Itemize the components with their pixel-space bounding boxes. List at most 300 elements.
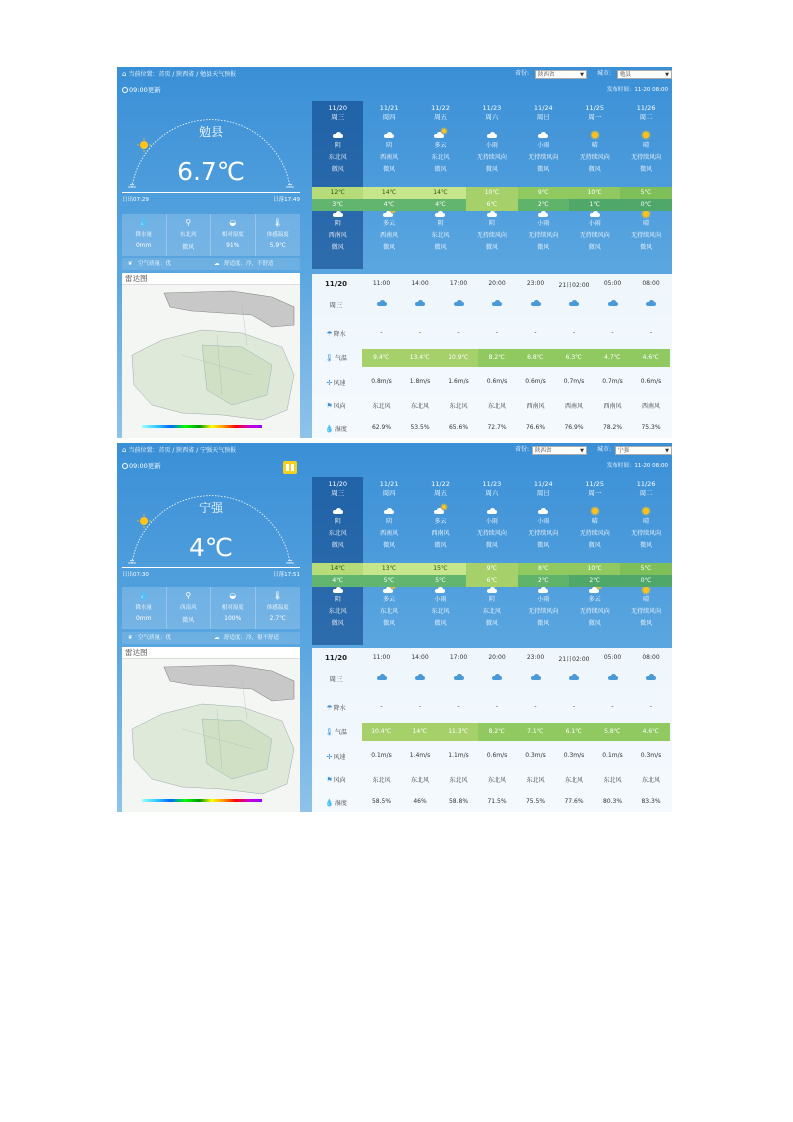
hourly-time: 05:00 [603,654,622,661]
night-wind: 无持续风向 [631,232,662,239]
wind-icon: ✢ [326,753,333,761]
forecast-date: 11/25 [585,480,605,488]
publish-time: 发布时间：11-20 08:00 [606,463,668,469]
hourly-dir: 东北风 [372,403,391,410]
cloud-icon [487,587,497,593]
radar-map[interactable] [122,659,300,812]
hourly-dir: 西南风 [526,403,545,410]
night-wind-force: 微风 [537,620,550,627]
day-wind-force: 微风 [383,542,396,549]
low-temp: 2℃ [518,199,569,211]
forecast-date: 11/26 [636,104,656,112]
hourly-humidity: 62.9% [371,424,392,431]
chevron-down-icon: ▼ [580,72,584,78]
cloud-icon [384,508,394,514]
hourly-date: 11/20 [324,654,348,662]
forecast-day-3[interactable] [466,101,517,269]
wind-vane-icon: ⚑ [326,402,333,410]
card-feels-like: 🌡 体感温度 2.7℃ [256,587,301,629]
home-icon[interactable]: ⌂ [122,70,127,78]
hourly-speed: 0.7m/s [563,378,585,385]
hourly-time: 20:00 [488,654,506,661]
hourly-speed: 1.4m/s [409,752,431,759]
cloud-icon [333,508,343,514]
sun-icon [643,508,649,514]
hourly-rain: - [495,703,499,710]
hourly-temp: 13.4℃ [401,349,440,367]
hourly-humidity: 46% [413,798,427,805]
hourly-rain: - [649,329,653,336]
night-wind-force: 微风 [331,620,344,627]
province-select[interactable]: 陕西省 ▼ [535,70,587,79]
forecast-date: 11/22 [431,104,450,112]
hourly-dir: 东北风 [487,403,506,410]
hourly-dir-row: ⚑风向 东北风 东北风 东北风 东北风 东北风 东北风 东北风 东北风 [312,775,672,787]
air-quality-bar [122,632,300,644]
hourly-dir: 东北风 [449,403,468,410]
hourly-time: 23:00 [526,654,545,661]
hourly-header-row [312,654,672,666]
hourly-speed: 1.8m/s [409,378,431,385]
low-temp: 4℃ [415,199,466,211]
partly-cloudy-icon [434,130,446,138]
forecast-day-1[interactable] [363,101,414,269]
sun-icon [140,141,148,149]
card-humidity: ◒ 相对湿度 91% [211,214,256,256]
thermometer-icon: 🌡 [325,354,334,362]
update-time: 09:00更新 [122,85,161,94]
hourly-temp: 11.3℃ [439,723,478,741]
forecast-week: 周五 [433,113,447,121]
forecast-week: 周五 [433,489,447,497]
day-wind: 无持续风向 [476,530,507,537]
forecast-day-4[interactable] [518,101,569,269]
hourly-rain: - [611,329,614,336]
leaf-icon: ❦ [128,261,133,267]
hourly-dir: 西南风 [564,403,583,410]
day-wind-force: 微风 [640,542,653,549]
hourly-cloud-icon [439,300,478,308]
hourly-cloud-icon [593,300,632,308]
high-temp: 5℃ [620,563,671,575]
forecast-week: 周六 [485,113,499,121]
forecast-day-5[interactable] [569,101,620,269]
top-bar [117,443,672,457]
low-temp-row [312,199,672,211]
current-temperature: 6.7℃ [177,157,245,186]
chevron-down-icon: ▼ [665,72,669,78]
weather-panel-2 [117,443,672,812]
hourly-cloud-icon [362,300,401,308]
night-weather: 阴 [334,220,341,227]
hourly-dir: 东北风 [526,777,545,784]
sun-icon [592,508,598,514]
hourly-temp: 5.8℃ [593,723,632,741]
hourly-rain: - [534,703,537,710]
high-temp: 5℃ [620,187,671,199]
hourly-humidity: 53.5% [410,424,430,431]
hourly-temp: 14℃ [401,723,440,741]
radar-title: 雷达图 [122,647,300,659]
hourly-cloud-icon [439,674,478,682]
night-wind: 东北风 [431,232,450,239]
night-wind-force: 微风 [383,244,396,251]
forecast-date: 11/24 [533,480,553,488]
hourly-dir: 东北风 [372,777,391,784]
cloud-icon [384,132,394,138]
cloud-icon [538,508,548,514]
sunrise-time: 日出07:30 [122,572,149,578]
night-weather: 多云 [383,220,396,227]
hourly-humidity: 78.2% [602,424,623,431]
hourly-speed: 0.6m/s [486,378,508,385]
horizon-line [122,192,300,193]
forecast-date: 11/21 [379,104,399,112]
forecast-day-6[interactable] [620,101,671,269]
hourly-speed: 0.3m/s [640,752,662,759]
update-time: 09:00更新 [122,461,161,470]
hourly-speed: 1.6m/s [448,378,469,385]
hourly-temp-row: 🌡气温 10.4℃ 14℃ 11.3℃ 8.2℃ 7.1℃ 6.1℃ 5.8℃ 4.6℃ [312,723,672,741]
hourly-temp: 10.4℃ [362,723,401,741]
hourly-dir: 东北风 [603,777,622,784]
city-name: 勉县 [198,125,223,139]
forecast-day-0[interactable] [312,477,363,645]
high-temp: 14℃ [312,563,363,575]
partly-cloudy-icon [434,506,446,514]
hourly-time: 14:00 [411,280,429,287]
hourly-rain: - [457,329,460,336]
night-wind-force: 微风 [588,244,601,251]
day-wind-force: 微风 [588,166,601,173]
night-weather: 阴 [488,596,495,603]
breadcrumb[interactable]: ⌂ 当前位置：首页 / 陕西省 / 宁强天气预报 [122,443,236,458]
hourly-temp: 9.4℃ [362,349,401,367]
wind-icon: ⚲ [185,591,192,600]
day-weather: 阴 [386,518,393,525]
hourly-time: 08:00 [642,654,660,661]
comfort-icon: ☁ [214,635,220,641]
night-wind: 西南风 [380,232,399,239]
comfort-icon: ☁ [214,261,220,267]
day-wind-force: 微风 [640,166,653,173]
sun-icon [140,517,148,525]
day-wind-force: 微风 [331,542,344,549]
hourly-hum-row: 💧湿度 58.5% 46% 58.8% 71.5% 75.5% 77.6% 80.3% 83.3% [312,798,672,810]
day-wind: 西南风 [380,530,399,537]
day-weather: 阴 [334,142,341,149]
night-weather: 小雨 [588,220,601,227]
day-weather: 多云 [434,518,447,525]
night-weather: 多云 [588,596,601,603]
radar-legend-bar [142,799,262,802]
hourly-temp: 6.3℃ [555,349,594,367]
forecast-day-0[interactable] [312,101,363,269]
high-temp: 9℃ [518,187,569,199]
hourly-rain: - [649,703,653,710]
low-temp: 6℃ [466,199,517,211]
night-weather: 多云 [383,596,396,603]
hourly-cloud-icon [401,674,440,682]
day-weather: 晴 [591,142,598,149]
forecast-date: 11/26 [636,480,656,488]
high-temp: 10℃ [569,563,620,575]
hourly-rain: - [534,329,537,336]
hourly-rain: - [572,329,576,336]
radar-section [122,273,300,438]
card-wind: ⚲ 西南风 微风 [167,587,212,629]
hourly-temp-row: 🌡气温 9.4℃ 13.4℃ 10.9℃ 8.2℃ 6.8℃ 6.3℃ 4.7℃ 4.6℃ [312,349,672,367]
cloud-icon [487,211,497,217]
day-wind-force: 微风 [434,542,447,549]
night-weather: 小雨 [537,596,550,603]
province-select[interactable]: 陕西省 ▼ [532,446,587,455]
forecast-date: 11/20 [328,480,348,488]
day-wind-force: 微风 [588,542,601,549]
hourly-cloud-icon [632,674,671,682]
top-bar [117,67,672,81]
forecast-date: 11/20 [328,104,348,112]
forecast-day-4[interactable] [518,477,569,645]
hourly-dir: 东北风 [449,777,468,784]
high-temp: 15℃ [415,563,466,575]
hourly-humidity: 58.8% [448,798,469,805]
low-temp: 1℃ [569,199,620,211]
card-wind: ⚲ 东北风 微风 [167,214,212,256]
weather-cards [122,587,300,629]
night-wind: 东北风 [380,608,399,615]
day-weather: 多云 [434,142,447,149]
low-temp: 5℃ [415,575,466,587]
hourly-humidity: 80.3% [602,798,623,805]
forecast-date: 11/23 [482,104,502,112]
low-temp: 0℃ [620,575,671,587]
forecast-day-1[interactable] [363,477,414,645]
day-weather: 小雨 [537,518,550,525]
night-wind-force: 微风 [434,244,447,251]
day-weather: 晴 [643,142,650,149]
day-wind: 无持续风向 [579,154,610,161]
low-temp: 0℃ [620,199,671,211]
card-precipitation: 💧 降水量 0mm [122,214,167,256]
home-icon[interactable]: ⌂ [122,446,127,454]
hourly-speed: 0.7m/s [602,378,623,385]
high-temp: 10℃ [569,187,620,199]
day-wind-force: 微风 [537,166,550,173]
hourly-rain: - [418,703,422,710]
night-wind-force: 微风 [640,244,653,251]
hourly-speed: 0.6m/s [525,378,546,385]
hourly-temp: 4.6℃ [632,349,671,367]
day-wind: 无持续风向 [631,154,662,161]
day-weather: 小雨 [537,142,550,149]
forecast-week: 周日 [536,489,550,497]
thermometer-icon: 🌡 [325,728,334,736]
high-temp: 9℃ [466,563,517,575]
humidity-icon: ◒ [229,218,237,227]
hourly-time: 20:00 [488,280,506,287]
city-select[interactable]: 宁强 ▼ [615,446,672,455]
sun-icon [643,132,649,138]
day-wind-force: 微风 [485,542,498,549]
hourly-icon-row [312,674,672,688]
day-wind-force: 微风 [434,166,447,173]
low-temp: 2℃ [569,575,620,587]
forecast-week: 周二 [639,489,653,497]
hourly-humidity: 75.3% [641,424,661,431]
night-wind: 无持续风向 [528,608,559,615]
day-weather: 小雨 [485,518,498,525]
hourly-humidity: 75.5% [525,798,546,805]
chevron-down-icon: ▼ [580,448,584,454]
radar-map[interactable] [122,285,300,438]
hourly-cloud-icon [555,300,594,308]
hourly-humidity: 65.6% [448,424,469,431]
night-weather: 阴 [488,220,495,227]
day-wind: 西南风 [380,154,399,161]
hourly-icon-row [312,300,672,314]
day-weather: 晴 [643,518,650,525]
day-weather: 阴 [386,142,393,149]
hourly-humidity: 71.5% [487,798,507,805]
hourly-humidity: 58.5% [371,798,392,805]
night-wind-force: 微风 [640,620,653,627]
night-wind: 无持续风向 [631,608,662,615]
radar-legend-bar [142,425,262,428]
hourly-cloud-icon [516,300,555,308]
hourly-speed: 0.6m/s [486,752,508,759]
forecast-week: 周一 [588,489,602,497]
raindrops-icon: 💧 [138,591,149,600]
day-wind: 无持续风向 [579,530,610,537]
high-temp: 14℃ [363,187,414,199]
hourly-temp: 7.1℃ [516,723,555,741]
day-wind: 西南风 [431,530,450,537]
chevron-down-icon: ▼ [665,448,669,454]
cloud-icon [590,211,600,217]
hourly-temp: 8.2℃ [478,349,517,367]
hourly-cloud-icon [362,674,401,682]
air-quality: 空气质量：优 [138,635,172,641]
forecast-week: 周一 [588,113,602,121]
day-weather: 小雨 [485,142,498,149]
radar-map-image [122,285,300,438]
forecast-day-6[interactable] [620,477,671,645]
comfort-index: 舒适度：冷，很不舒适 [224,635,280,641]
thermometer-icon: 🌡 [272,591,283,600]
province-label: 省份: [515,446,530,453]
night-wind: 无持续风向 [528,232,559,239]
cloud-icon [435,211,445,217]
hourly-speed: 0.3m/s [525,752,546,759]
hourly-forecast [312,648,672,812]
horizon-line [122,567,300,568]
hourly-temp: 8.2℃ [478,723,517,741]
clock-icon [122,87,128,93]
hourly-speed: 0.1m/s [371,752,392,759]
city-name: 宁强 [198,501,223,515]
hourly-speed: 0.3m/s [563,752,585,759]
day-wind-force: 微风 [537,542,550,549]
sunset-time: 日落17:51 [273,572,300,578]
day-wind: 东北风 [431,154,450,161]
forecast-date: 11/25 [585,104,605,112]
hourly-rain-row: ☂降水 - - - - - - - - [312,703,672,715]
cloud-icon [487,508,497,514]
day-weather: 晴 [591,518,598,525]
hourly-humidity: 77.6% [564,798,584,805]
hourly-temp: 10.9℃ [439,349,478,367]
weather-cards [122,214,300,256]
hourly-temp: 6.8℃ [516,349,555,367]
forecast-week: 周四 [382,113,396,121]
day-wind-force: 微风 [485,166,498,173]
forecast-day-2[interactable] [415,101,466,269]
hourly-temp: 6.1℃ [555,723,594,741]
card-feels-like: 🌡 体感温度 5.9℃ [256,214,301,256]
cloud-icon [333,587,343,593]
hourly-time: 17:00 [449,280,468,287]
night-wind-force: 微风 [485,620,498,627]
umbrella-icon: ☂ [326,704,333,712]
forecast-day-2[interactable] [415,477,466,645]
droplet-icon: 💧 [325,425,334,433]
radar-legend [142,798,262,810]
high-temp: 8℃ [518,563,569,575]
forecast-week: 周四 [382,489,396,497]
night-wind: 无持续风向 [579,608,610,615]
forecast-day-3[interactable] [466,477,517,645]
city-select[interactable]: 勉县 ▼ [617,70,672,79]
droplet-icon: 💧 [325,799,334,807]
city-label: 城市: [597,446,612,453]
city-label: 城市: [597,70,612,77]
hourly-cloud-icon [593,674,632,682]
hourly-dir-row: ⚑风向 东北风 东北风 东北风 东北风 西南风 西南风 西南风 西南风 [312,401,672,413]
hourly-cloud-icon [516,674,555,682]
hourly-speed: 0.8m/s [371,378,392,385]
forecast-day-5[interactable] [569,477,620,645]
hourly-rain-row: ☂降水 - - - - - - - - [312,329,672,341]
night-wind-force: 微风 [485,244,498,251]
hourly-rain: - [611,703,614,710]
hourly-speed: 0.1m/s [602,752,623,759]
hourly-time: 11:00 [372,654,391,661]
air-quality-bar [122,258,300,270]
thermometer-icon: 🌡 [272,218,283,227]
low-temp: 4℃ [363,199,414,211]
hourly-time: 08:00 [642,280,660,287]
hourly-rain: - [380,329,383,336]
hourly-week: 周三 [329,675,343,683]
cloud-icon [487,132,497,138]
cloud-icon [538,132,548,138]
hourly-temp: 4.6℃ [632,723,671,741]
cloud-icon [333,132,343,138]
forecast-week: 周二 [639,113,653,121]
cloud-icon [538,211,548,217]
wind-vane-icon: ⚑ [326,776,333,784]
card-humidity: ◒ 相对湿度 100% [211,587,256,629]
night-weather: 阴 [334,596,341,603]
low-temp: 5℃ [363,575,414,587]
province-label: 省份: [515,70,530,77]
day-weather: 阴 [334,518,341,525]
breadcrumb[interactable]: ⌂ 当前位置：首页 / 陕西省 / 勉县天气预报 [122,67,236,82]
forecast-week: 周日 [536,113,550,121]
hourly-dir: 东北风 [410,403,429,410]
day-wind-force: 微风 [383,166,396,173]
